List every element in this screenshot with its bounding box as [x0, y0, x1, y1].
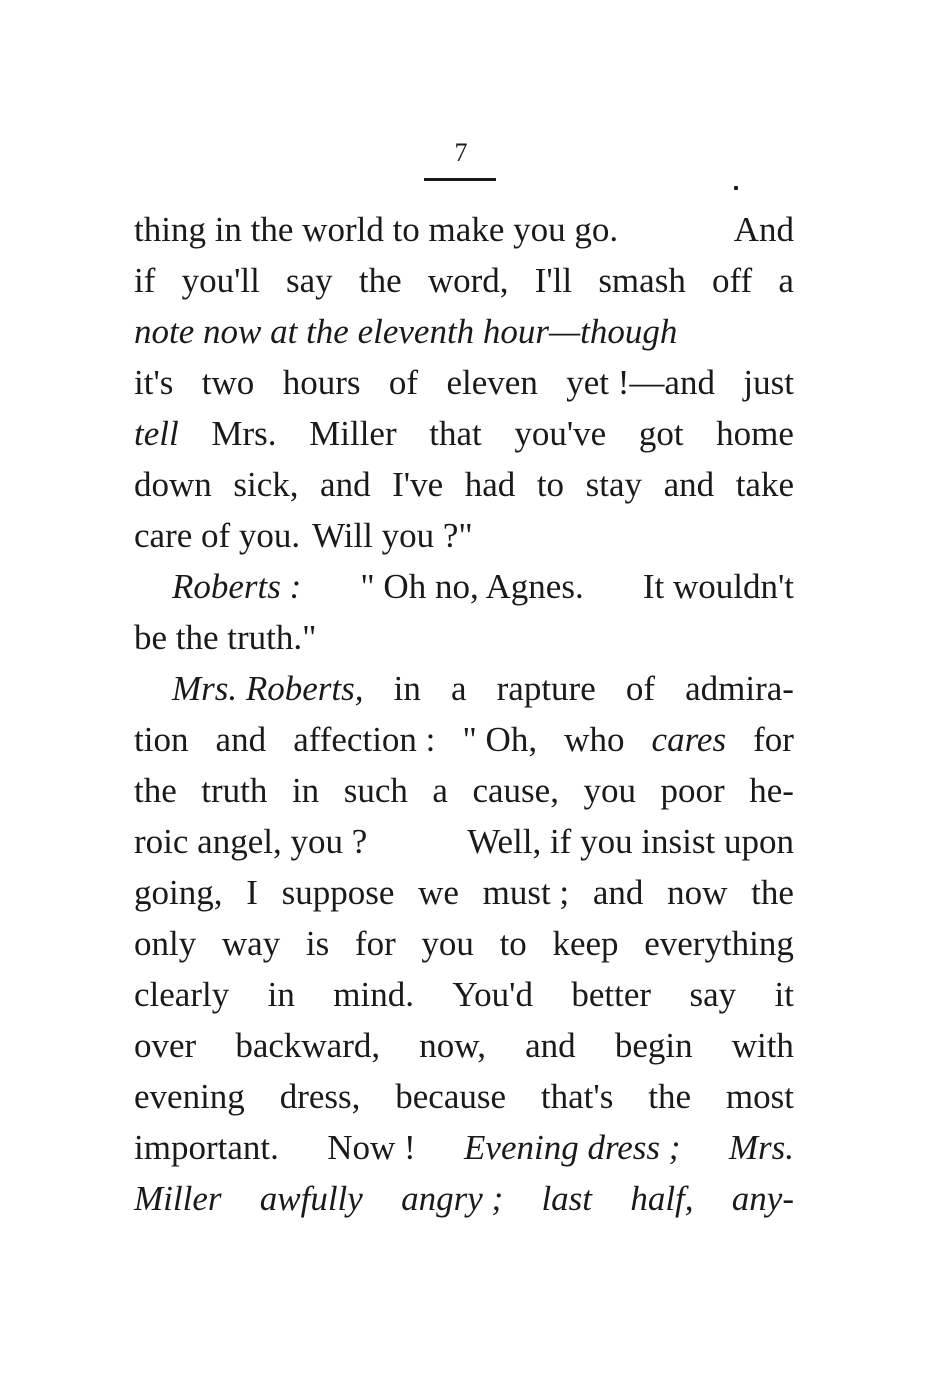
word: I'll — [534, 261, 573, 300]
word: cause, — [472, 771, 559, 810]
text-line — [134, 459, 794, 510]
word: hours — [282, 363, 361, 402]
word: we — [418, 873, 459, 912]
word: eleven — [446, 363, 538, 402]
text-line — [134, 765, 794, 816]
word: poor — [660, 771, 725, 810]
word: the — [648, 1077, 691, 1116]
word: you'll — [181, 261, 260, 300]
word: to — [536, 465, 565, 504]
word: and — [663, 465, 715, 504]
word: keep — [552, 924, 619, 963]
word: I — [246, 873, 258, 912]
word: you — [421, 924, 474, 963]
word: of — [388, 363, 419, 402]
word: in — [393, 669, 421, 708]
italic-word: Roberts : — [172, 567, 302, 606]
word: Well, if you insist upon — [467, 822, 794, 861]
word: because — [395, 1077, 507, 1116]
word: suppose — [281, 873, 395, 912]
word: You'd — [452, 975, 533, 1014]
word: if — [134, 261, 156, 300]
word: down — [134, 465, 212, 504]
word: roic angel, you ? — [134, 822, 368, 861]
text-line — [134, 918, 794, 969]
word: who — [564, 720, 625, 759]
word: you — [583, 771, 636, 810]
word: Will you ?" — [312, 516, 473, 555]
word: better — [571, 975, 652, 1014]
word: that — [429, 414, 482, 453]
word: and — [525, 1026, 576, 1065]
word: dress, — [279, 1077, 361, 1116]
word: it's — [134, 363, 174, 402]
word: now — [667, 873, 728, 912]
text-line — [134, 255, 794, 306]
italic-word: cares — [651, 720, 727, 759]
word: affection : — [293, 720, 436, 759]
word: of — [625, 669, 656, 708]
italic-word: Mrs. — [728, 1128, 794, 1167]
text-line — [134, 357, 794, 408]
word: only — [134, 924, 197, 963]
word: it — [774, 975, 794, 1014]
word: the — [134, 771, 177, 810]
page-number-rule — [424, 178, 496, 181]
page-number: 7 — [454, 138, 468, 167]
word: such — [343, 771, 408, 810]
word: " Oh no, Agnes. — [360, 567, 584, 606]
word: truth — [201, 771, 268, 810]
italic-word: angry ; — [401, 1179, 504, 1218]
word: he- — [749, 771, 794, 810]
text-line — [134, 663, 794, 714]
word: be the truth." — [134, 618, 317, 657]
word: is — [305, 924, 330, 963]
word: important. — [134, 1128, 279, 1167]
word: the — [751, 873, 794, 912]
word: you've — [514, 414, 607, 453]
word: thing in the world to make you go. — [134, 210, 619, 249]
italic-word: Mrs. Roberts, — [172, 669, 364, 708]
word: It wouldn't — [642, 567, 794, 606]
word: And — [733, 210, 794, 249]
word: word, — [427, 261, 509, 300]
word: Miller — [309, 414, 397, 453]
word: home — [716, 414, 794, 453]
word: everything — [644, 924, 794, 963]
word: off — [712, 261, 753, 300]
text-line — [134, 1173, 794, 1224]
text-line — [134, 714, 794, 765]
word: take — [735, 465, 794, 504]
word: I've — [392, 465, 444, 504]
word: a — [778, 261, 794, 300]
text-line — [134, 816, 794, 867]
word: over — [134, 1026, 197, 1065]
word: backward, — [235, 1026, 381, 1065]
word: in — [267, 975, 295, 1014]
word: to — [499, 924, 527, 963]
word: the — [358, 261, 402, 300]
word: way — [221, 924, 281, 963]
italic-word: awfully — [259, 1179, 363, 1218]
italic-word: Miller — [134, 1179, 222, 1218]
text-line — [134, 561, 794, 612]
word: yet !—and — [566, 363, 715, 402]
word: had — [464, 465, 516, 504]
word: for — [753, 720, 794, 759]
italic-word: tell — [134, 414, 179, 453]
word: tion — [134, 720, 189, 759]
word: stay — [585, 465, 643, 504]
word: sick, — [233, 465, 299, 504]
word: and — [592, 873, 644, 912]
word: evening — [134, 1077, 245, 1116]
italic-word: Evening dress ; — [464, 1128, 681, 1167]
word: two — [201, 363, 255, 402]
word: just — [743, 363, 794, 402]
word: and — [215, 720, 267, 759]
word: that's — [540, 1077, 614, 1116]
word: a — [432, 771, 448, 810]
word: say — [286, 261, 333, 300]
text-line — [134, 1071, 794, 1122]
word: Now ! — [327, 1128, 416, 1167]
word: say — [689, 975, 737, 1014]
word: care of you. — [134, 516, 301, 555]
word: mind. — [333, 975, 414, 1014]
body-text — [134, 204, 794, 1224]
italic-word: last — [541, 1179, 593, 1218]
text-line — [134, 969, 794, 1020]
word: " Oh, — [462, 720, 538, 759]
text-line — [134, 612, 794, 663]
word: now, — [419, 1026, 487, 1065]
italic-word: half, — [630, 1179, 694, 1218]
word: begin — [614, 1026, 693, 1065]
word: rapture — [496, 669, 596, 708]
word: Mrs. — [211, 414, 277, 453]
text-line — [134, 1122, 794, 1173]
text-line — [134, 867, 794, 918]
word: got — [638, 414, 684, 453]
word: most — [725, 1077, 794, 1116]
text-line — [134, 510, 794, 561]
word: smash — [598, 261, 686, 300]
text-line — [134, 204, 794, 255]
word: admira- — [685, 669, 794, 708]
italic-word: note now at the eleventh hour—though — [134, 312, 678, 351]
word: going, — [134, 873, 223, 912]
word: must ; — [482, 873, 570, 912]
text-line — [134, 306, 794, 357]
word: in — [291, 771, 320, 810]
italic-word: any- — [731, 1179, 794, 1218]
text-line — [134, 408, 794, 459]
text-line — [134, 1020, 794, 1071]
word: and — [320, 465, 371, 504]
print-speck — [734, 186, 738, 190]
word: clearly — [134, 975, 230, 1014]
word: with — [731, 1026, 794, 1065]
word: for — [354, 924, 396, 963]
word: a — [450, 669, 467, 708]
